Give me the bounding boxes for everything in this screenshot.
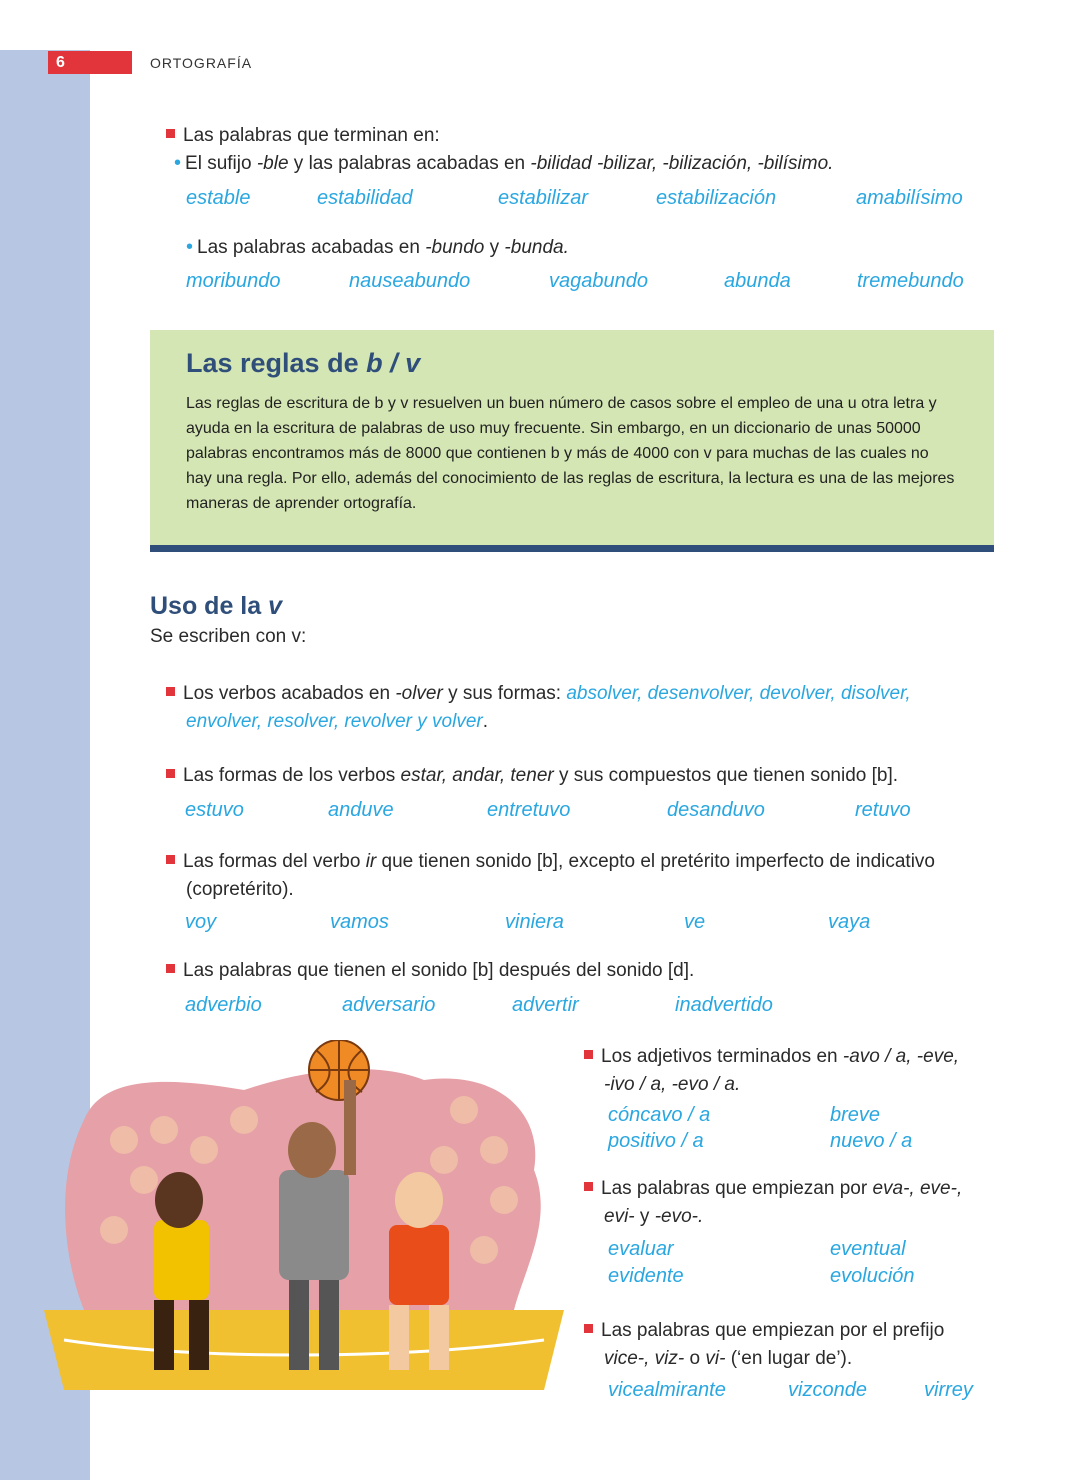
example-word: eventual bbox=[830, 1238, 906, 1260]
example-word: estabilización bbox=[656, 187, 777, 209]
bullet bbox=[166, 964, 175, 973]
example-word: voy bbox=[185, 911, 217, 933]
example-word: adverbio bbox=[185, 994, 262, 1016]
example-word: vizconde bbox=[788, 1379, 867, 1401]
example-word: evaluar bbox=[608, 1238, 674, 1260]
example-word: positivo / a bbox=[608, 1130, 704, 1152]
rule-estar-andar-tener: Las formas de los verbos estar, andar, tener y sus compuestos que tienen sonido [b]. bbox=[166, 765, 898, 787]
rules-box-bar bbox=[150, 545, 994, 552]
intro-sub1: • El sufijo -ble y las palabras acabadas en -bilidad -bilizar, -bilización, -bilísimo. bbox=[174, 152, 834, 174]
example-word: vaya bbox=[828, 911, 871, 933]
rules-box-text: Las reglas de escritura de b y v resuelven un buen número de casos sobre el empleo de una u otra letra y ayuda en la escritura de palabras de uso muy frecuente. Sin embargo, en un diccionario de unas 50000 palabras encontramos más de 8000 que contienen b y más de 4000 con v para muchas de las cuales no hay una regla. Por ello, además del conocimiento de las reglas de escritura, la lectura es una de las mejores maneras de aprender ortografía. bbox=[186, 395, 955, 512]
rule-d-sound: Las palabras que tienen el sonido [b] después del sonido [d]. bbox=[166, 960, 694, 982]
rules-box-title: Las reglas de b / v bbox=[186, 348, 421, 378]
example-word: virrey bbox=[924, 1379, 973, 1401]
example-word: breve bbox=[830, 1104, 881, 1126]
rule-adjectives: Los adjetivos terminados en -avo / a, -eve, -ivo / a, -evo / a. bbox=[584, 1043, 994, 1099]
basketball-illustration bbox=[44, 1040, 564, 1400]
bullet bbox=[166, 687, 175, 696]
example-word: cóncavo / a bbox=[608, 1104, 711, 1126]
example-word: desanduvo bbox=[667, 799, 765, 821]
example-word: viniera bbox=[505, 911, 564, 933]
example-word: abunda bbox=[724, 270, 791, 292]
bullet bbox=[584, 1324, 593, 1333]
bullet bbox=[584, 1182, 593, 1191]
example-word: estabilidad bbox=[317, 187, 413, 209]
example-word: vagabundo bbox=[549, 270, 648, 292]
bullet bbox=[166, 855, 175, 864]
example-word: estable bbox=[186, 187, 251, 209]
intro-sub2: • Las palabras acabadas en -bundo y -bunda. bbox=[186, 236, 569, 258]
rule-vice: Las palabras que empiezan por el prefijo vice-, viz- o vi- (‘en lugar de’). bbox=[584, 1317, 994, 1373]
example-word: estuvo bbox=[185, 799, 244, 821]
rule-eva-eve: Las palabras que empiezan por eva-, eve-, evi- y -evo-. bbox=[584, 1175, 994, 1231]
example-word: evidente bbox=[608, 1265, 684, 1287]
rules-box bbox=[150, 330, 994, 545]
example-word: moribundo bbox=[186, 270, 281, 292]
example-word: nauseabundo bbox=[349, 270, 471, 292]
example-word: entretuvo bbox=[487, 799, 571, 821]
rule-olver: Los verbos acabados en -olver y sus formas: absolver, desenvolver, devolver, disolver, envolver, resolver, revolver y volver. bbox=[166, 680, 996, 736]
section-title: Uso de la v bbox=[150, 592, 282, 620]
example-word: nuevo / a bbox=[830, 1130, 913, 1152]
example-word: evolución bbox=[830, 1265, 915, 1287]
intro-lead: Las palabras que terminan en: bbox=[166, 125, 440, 147]
section-subtitle: Se escriben con v: bbox=[150, 626, 307, 647]
example-word: advertir bbox=[512, 994, 579, 1016]
bullet bbox=[166, 769, 175, 778]
example-word: retuvo bbox=[855, 799, 911, 821]
running-head: ORTOGRAFÍA bbox=[150, 55, 253, 71]
example-word: anduve bbox=[328, 799, 394, 821]
example-word: vamos bbox=[330, 911, 389, 933]
example-word: vicealmirante bbox=[608, 1379, 726, 1401]
example-word: ve bbox=[684, 911, 706, 933]
bullet bbox=[166, 129, 175, 138]
example-word: adversario bbox=[342, 994, 436, 1016]
example-word: amabilísimo bbox=[856, 187, 963, 209]
rule-ir: Las formas del verbo ir que tienen sonido [b], excepto el pretérito imperfecto de indicativo (copretérito). bbox=[166, 848, 996, 904]
example-word: estabilizar bbox=[498, 187, 589, 209]
page-number: 6 bbox=[48, 51, 132, 74]
bullet bbox=[584, 1050, 593, 1059]
example-word: inadvertido bbox=[675, 994, 773, 1016]
example-word: tremebundo bbox=[857, 270, 964, 292]
